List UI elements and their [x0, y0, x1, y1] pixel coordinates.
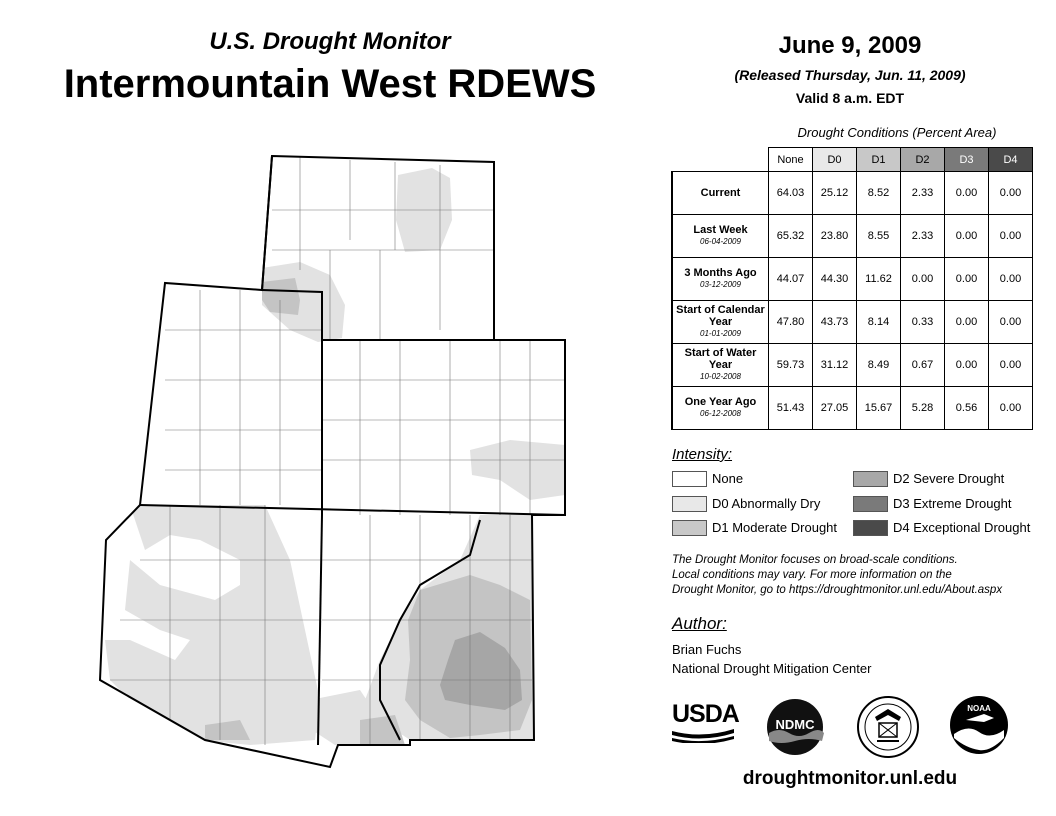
table-header-row	[672, 148, 1033, 172]
legend-swatch	[672, 471, 707, 487]
usda-logo	[672, 700, 739, 743]
row-title: 3 Months Ago	[684, 267, 757, 279]
note-line: Drought Monitor, go to https://droughtmonitor.unl.edu/About.aspx	[672, 584, 1003, 596]
table-cell: 2.33	[901, 172, 945, 215]
table-cell: 8.49	[857, 344, 901, 387]
table-row	[672, 172, 1033, 215]
noaa-logo	[948, 694, 1010, 756]
table-cell: 0.00	[989, 301, 1033, 344]
row-label	[672, 301, 769, 344]
row-title: Start of Calendar Year	[676, 304, 765, 328]
row-label	[672, 387, 769, 430]
row-date: 06-04-2009	[700, 237, 741, 246]
row-date: 06-12-2008	[700, 409, 741, 418]
release-date: (Released Thursday, Jun. 11, 2009)	[734, 67, 966, 83]
table-cell: 8.52	[857, 172, 901, 215]
map-title: Intermountain West RDEWS	[63, 62, 597, 106]
row-date: 01-01-2009	[700, 329, 741, 338]
drought-map	[95, 150, 575, 775]
table-cell: 11.62	[857, 258, 901, 301]
table-cell: 0.00	[945, 301, 989, 344]
row-title: Start of Water Year	[684, 347, 757, 371]
map-date: June 9, 2009	[778, 32, 922, 59]
author-heading: Author:	[672, 614, 727, 633]
table-cell: 0.00	[901, 258, 945, 301]
legend-label: D0 Abnormally Dry	[712, 496, 821, 511]
table-row	[672, 301, 1033, 344]
usda-logo-swoosh	[672, 727, 734, 743]
table-cell: 0.00	[989, 258, 1033, 301]
table-caption: Drought Conditions (Percent Area)	[797, 125, 997, 140]
row-title: Current	[700, 187, 741, 199]
table-cell: 0.00	[989, 172, 1033, 215]
table-cell: 47.80	[769, 301, 813, 344]
table-cell: 8.55	[857, 215, 901, 258]
row-date: 03-12-2009	[700, 280, 741, 289]
table-row	[672, 387, 1033, 430]
website-url: droughtmonitor.unl.edu	[742, 768, 958, 789]
table-cell: 0.00	[945, 172, 989, 215]
row-title: Last Week	[693, 224, 748, 236]
table-cell: 0.56	[945, 387, 989, 430]
table-cell: 8.14	[857, 301, 901, 344]
col-header-none: None	[769, 148, 813, 172]
table-cell: 31.12	[813, 344, 857, 387]
table-cell: 5.28	[901, 387, 945, 430]
drought-conditions-table	[671, 147, 1033, 430]
row-label	[672, 344, 769, 387]
ndmc-logo	[764, 697, 826, 757]
table-cell: 0.00	[989, 387, 1033, 430]
table-cell: 43.73	[813, 301, 857, 344]
table-cell: 0.00	[989, 215, 1033, 258]
table-cell: 64.03	[769, 172, 813, 215]
table-cell: 65.32	[769, 215, 813, 258]
table-cell: 0.33	[901, 301, 945, 344]
col-header-d0: D0	[813, 148, 857, 172]
row-label	[672, 258, 769, 301]
row-title: One Year Ago	[684, 396, 757, 408]
table-row	[672, 258, 1033, 301]
col-header-d1: D1	[857, 148, 901, 172]
table-cell: 23.80	[813, 215, 857, 258]
table-cell: 0.00	[945, 344, 989, 387]
legend-swatch	[853, 520, 888, 536]
col-header-d3: D3	[945, 148, 989, 172]
legend-swatch	[672, 520, 707, 536]
note-line: The Drought Monitor focuses on broad-scale conditions.	[672, 554, 958, 566]
table-corner	[672, 148, 769, 172]
table-cell: 27.05	[813, 387, 857, 430]
table-cell: 59.73	[769, 344, 813, 387]
legend-title: Intensity:	[672, 446, 733, 463]
table-cell: 44.30	[813, 258, 857, 301]
legend-label: D3 Extreme Drought	[893, 496, 1012, 511]
legend-swatch	[672, 496, 707, 512]
usda-logo-text: USDA	[672, 700, 739, 728]
note-line: Local conditions may vary. For more information on the	[672, 569, 952, 581]
commerce-seal-icon	[855, 695, 921, 759]
row-date: 10-02-2008	[700, 372, 741, 381]
table-cell: 0.67	[901, 344, 945, 387]
table-cell: 44.07	[769, 258, 813, 301]
legend-label: D2 Severe Drought	[893, 471, 1005, 486]
ndmc-logo-text: NDMC	[775, 717, 815, 732]
row-label	[672, 172, 769, 215]
legend-label: D1 Moderate Drought	[712, 520, 838, 535]
table-cell: 25.12	[813, 172, 857, 215]
table-cell: 0.00	[989, 344, 1033, 387]
table-cell: 51.43	[769, 387, 813, 430]
map-subtitle: U.S. Drought Monitor	[209, 28, 451, 55]
legend-label: None	[712, 471, 744, 486]
legend-swatch	[853, 496, 888, 512]
row-label	[672, 215, 769, 258]
table-cell: 15.67	[857, 387, 901, 430]
col-header-d2: D2	[901, 148, 945, 172]
author-name: Brian Fuchs	[672, 642, 742, 657]
table-row	[672, 215, 1033, 258]
valid-time: Valid 8 a.m. EDT	[795, 90, 905, 106]
author-org: National Drought Mitigation Center	[672, 661, 872, 676]
disclaimer-note	[672, 553, 1052, 598]
table-cell: 0.00	[945, 215, 989, 258]
legend-swatch	[853, 471, 888, 487]
table-cell: 2.33	[901, 215, 945, 258]
noaa-logo-text: NOAA	[967, 704, 991, 713]
legend-label: D4 Exceptional Drought	[893, 520, 1031, 535]
table-row	[672, 344, 1033, 387]
col-header-d4: D4	[989, 148, 1033, 172]
table-cell: 0.00	[945, 258, 989, 301]
